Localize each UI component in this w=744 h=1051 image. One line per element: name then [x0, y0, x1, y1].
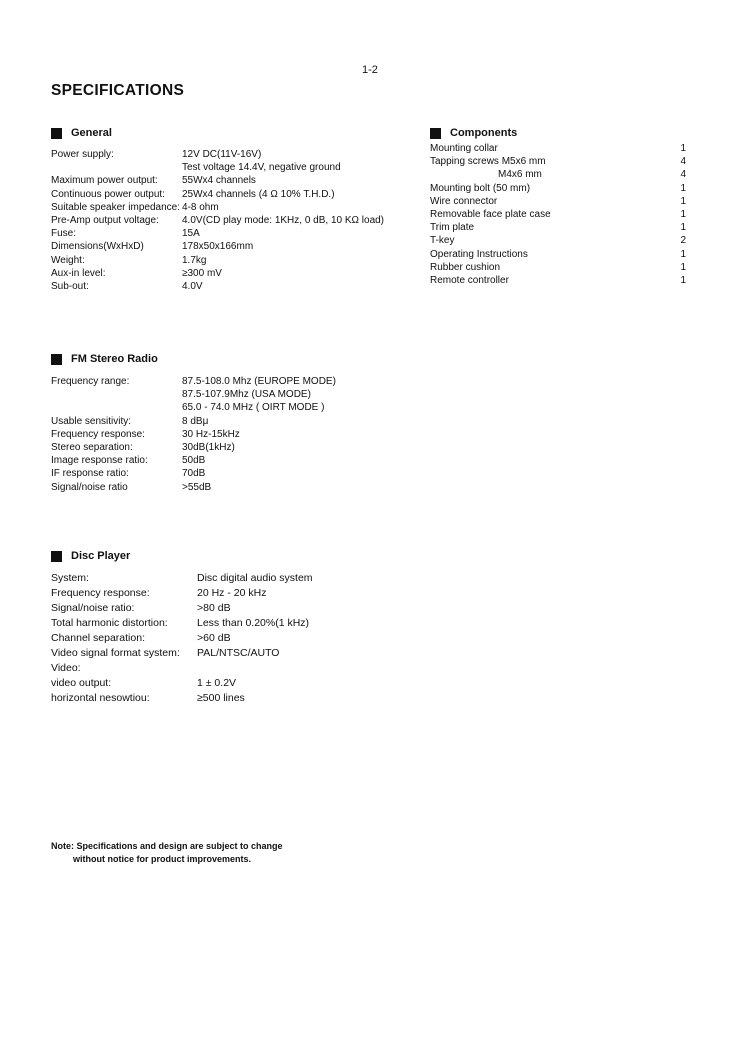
spec-row: [51, 441, 411, 454]
spec-label: Power supply:: [51, 149, 114, 160]
note: [51, 840, 283, 865]
components-list: [430, 142, 686, 287]
components-heading-text: Components: [450, 127, 518, 139]
component-name: Operating Instructions: [430, 248, 528, 260]
spec-row: [51, 676, 411, 691]
spec-label: Frequency response:: [51, 428, 145, 440]
spec-value: 178x50x166mm: [182, 241, 254, 253]
page-number: 1-2: [362, 64, 378, 76]
spec-row: [51, 188, 411, 201]
component-row: [430, 274, 686, 287]
spec-value: Test voltage 14.4V, negative ground: [182, 162, 341, 174]
component-quantity: 1: [680, 143, 686, 154]
square-bullet-icon: [51, 354, 62, 365]
spec-value: 30dB(1kHz): [182, 441, 235, 453]
component-row: [430, 234, 686, 247]
spec-row: [51, 174, 411, 187]
spec-label: Continuous power output:: [51, 188, 165, 200]
spec-value: 87.5-107.9Mhz (USA MODE): [182, 389, 311, 401]
component-row: [430, 142, 686, 155]
component-quantity: 1: [680, 208, 686, 220]
spec-label: Signal/noise ratio:: [51, 602, 135, 614]
spec-value: 8 dBμ: [182, 415, 209, 427]
spec-label: horizontal nesowtiou:: [51, 692, 150, 704]
component-name: Rubber cushion: [430, 261, 501, 273]
note-line-1: Note: Specifications and design are subject to change: [51, 841, 283, 851]
component-name: Mounting bolt (50 mm): [430, 182, 531, 194]
component-quantity: 1: [680, 195, 686, 207]
component-quantity: 2: [680, 235, 686, 247]
component-quantity: 1: [680, 222, 686, 234]
spec-row: [51, 586, 411, 601]
square-bullet-icon: [51, 128, 62, 139]
fm-radio-spec-list: [51, 375, 411, 494]
spec-label: Image response ratio:: [51, 455, 148, 467]
spec-row: [51, 467, 411, 480]
component-row: [430, 221, 686, 234]
spec-value: ≥300 mV: [182, 267, 222, 279]
spec-row: [51, 571, 411, 586]
spec-row: [51, 631, 411, 646]
spec-label: Total harmonic distortion:: [51, 617, 168, 629]
spec-value: 1.7kg: [182, 254, 207, 266]
spec-label: IF response ratio:: [51, 468, 129, 480]
spec-label: Weight:: [51, 254, 85, 266]
spec-label: Dimensions(WxHxD): [51, 241, 144, 253]
spec-row: [51, 267, 411, 280]
spec-label: Aux-in level:: [51, 267, 106, 279]
spec-value: 55Wx4 channels: [182, 175, 256, 187]
spec-value: 20 Hz - 20 kHz: [197, 587, 267, 599]
spec-value: 50dB: [182, 455, 206, 467]
component-name: M4x6 mm: [498, 169, 542, 181]
fm-radio-heading: [51, 353, 158, 365]
note-line-2: without notice for product improvements.: [73, 853, 252, 864]
spec-label: Frequency range:: [51, 376, 130, 387]
spec-value: ≥500 lines: [197, 692, 245, 704]
spec-value: >55dB: [182, 481, 212, 493]
spec-label: Video signal format system:: [51, 647, 180, 659]
component-name: Mounting collar: [430, 143, 498, 154]
spec-value: 4.0V(CD play mode: 1KHz, 0 dB, 10 KΩ load): [182, 214, 385, 226]
spec-value: 25Wx4 channels (4 Ω 10% T.H.D.): [182, 188, 335, 200]
component-row: [430, 208, 686, 221]
spec-value: 1 ± 0.2V: [197, 677, 237, 689]
spec-label: Pre-Amp output voltage:: [51, 214, 159, 226]
spec-label: Video:: [51, 662, 81, 674]
spec-label: Signal/noise ratio: [51, 481, 128, 493]
spec-row: [51, 481, 411, 494]
spec-value: 12V DC(11V-16V): [182, 149, 262, 160]
general-heading: [51, 127, 112, 139]
spec-row: [51, 148, 411, 161]
spec-row: [51, 375, 411, 388]
spec-row: [51, 280, 411, 293]
spec-row: [51, 601, 411, 616]
spec-value: 70dB: [182, 468, 206, 480]
square-bullet-icon: [51, 551, 62, 562]
spec-label: System:: [51, 572, 89, 584]
spec-value: Disc digital audio system: [197, 572, 313, 584]
component-row: [430, 155, 686, 168]
disc-player-heading-text: Disc Player: [71, 550, 131, 562]
disc-player-spec-list: [51, 571, 411, 706]
spec-label: Maximum power output:: [51, 175, 158, 187]
component-quantity: 4: [680, 156, 686, 168]
component-quantity: 1: [680, 182, 686, 194]
spec-row: [51, 201, 411, 214]
component-row: [430, 261, 686, 274]
spec-label: Fuse:: [51, 228, 77, 240]
component-quantity: 1: [680, 248, 686, 260]
fm-radio-heading-text: FM Stereo Radio: [71, 353, 158, 365]
spec-row: [51, 691, 411, 706]
spec-value: 4-8 ohm: [182, 201, 219, 213]
component-name: Trim plate: [430, 222, 475, 234]
spec-label: Stereo separation:: [51, 441, 133, 453]
components-heading: [430, 127, 517, 139]
spec-row: [51, 646, 411, 661]
component-row: [430, 182, 686, 195]
component-row: [430, 195, 686, 208]
spec-value: PAL/NTSC/AUTO: [197, 647, 280, 659]
spec-value: 65.0 - 74.0 MHz ( OIRT MODE ): [182, 402, 325, 414]
spec-row: [51, 616, 411, 631]
component-name: Removable face plate case: [430, 208, 551, 220]
component-quantity: 1: [680, 261, 686, 273]
spec-row: [51, 254, 411, 267]
component-name: T-key: [430, 235, 455, 247]
component-row: [430, 248, 686, 261]
general-heading-text: General: [71, 127, 112, 139]
component-row: [430, 168, 686, 181]
disc-player-heading: [51, 550, 130, 562]
spec-label: Channel separation:: [51, 632, 145, 644]
square-bullet-icon: [430, 128, 441, 139]
spec-label: Usable sensitivity:: [51, 415, 132, 427]
spec-label: Suitable speaker impedance:: [51, 201, 180, 213]
spec-row: [51, 388, 411, 401]
spec-value: 4.0V: [182, 280, 203, 292]
spec-value: 15A: [182, 228, 200, 240]
spec-row: [51, 401, 411, 414]
spec-row: [51, 240, 411, 253]
spec-value: 87.5-108.0 Mhz (EUROPE MODE): [182, 376, 336, 387]
spec-row: [51, 428, 411, 441]
spec-value: >60 dB: [197, 632, 231, 644]
component-quantity: 4: [680, 169, 686, 181]
component-quantity: 1: [680, 274, 686, 286]
spec-row: [51, 214, 411, 227]
component-name: Tapping screws M5x6 mm: [430, 156, 546, 168]
spec-value: >80 dB: [197, 602, 231, 614]
spec-row: [51, 161, 411, 174]
spec-row: [51, 454, 411, 467]
page-title: SPECIFICATIONS: [51, 82, 185, 99]
spec-row: [51, 415, 411, 428]
spec-value: Less than 0.20%(1 kHz): [197, 617, 310, 629]
spec-label: video output:: [51, 677, 112, 689]
spec-label: Sub-out:: [51, 280, 89, 292]
component-name: Remote controller: [430, 274, 509, 286]
spec-row: [51, 661, 411, 676]
spec-value: 30 Hz-15kHz: [182, 428, 240, 440]
general-spec-list: [51, 148, 411, 293]
component-name: Wire connector: [430, 195, 498, 207]
spec-row: [51, 227, 411, 240]
spec-label: Frequency response:: [51, 587, 150, 599]
